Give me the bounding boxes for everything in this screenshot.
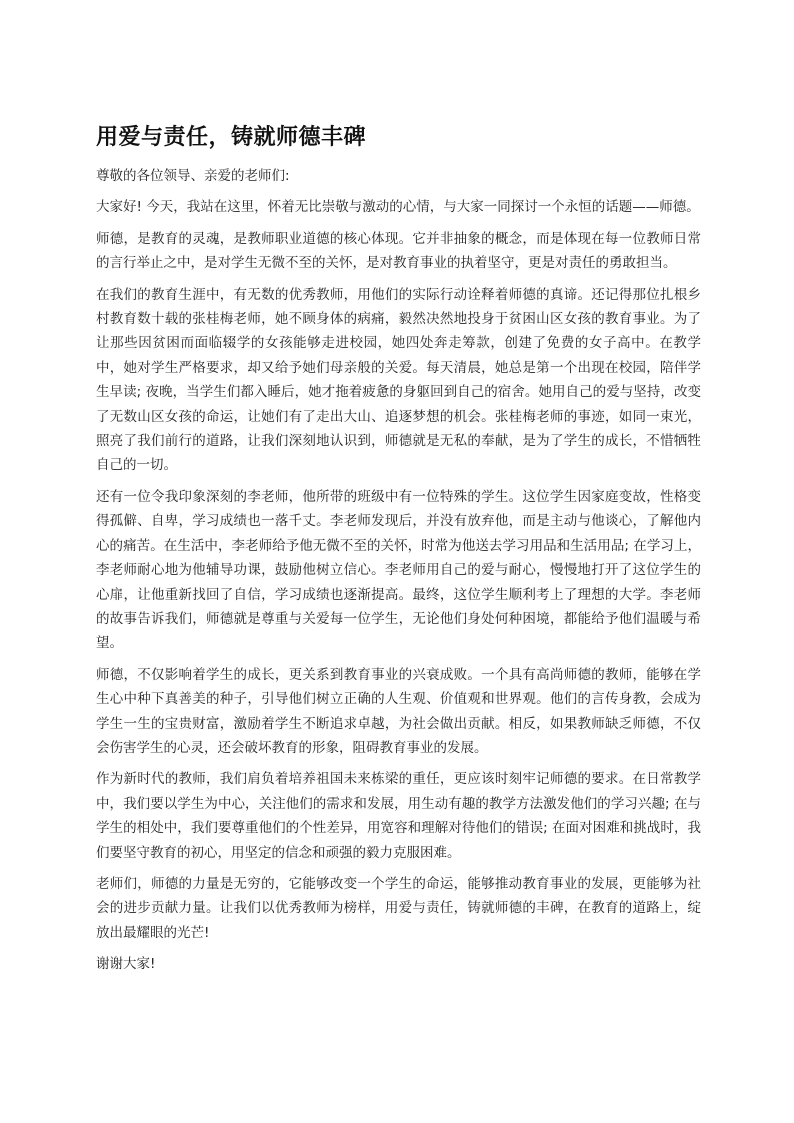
definition-paragraph: 师德，是教育的灵魂，是教师职业道德的核心体现。它并非抽象的概念，而是体现在每一位教师日常的言行举止之中，是对学生无微不至的关怀，是对教育事业的执着坚守，更是对责任的勇敢担当。	[96, 230, 701, 272]
intro-paragraph: 大家好! 今天，我站在这里，怀着无比崇敬与激动的心情，与大家一同探讨一个永恒的话题——师德。	[96, 199, 700, 216]
document-page	[96, 118, 701, 984]
example-li-paragraph: 还有一位令我印象深刻的李老师，他所带的班级中有一位特殊的学生。这位学生因家庭变故，性格变得孤僻、自卑，学习成绩也一落千丈。李老师发现后，并没有放弃他，而是主动与他谈心，了解他内心的痛苦。在生活中，李老师给予他无微不至的关怀，时常为他送去学习用品和生活用品; 在学习上，李老师耐心地为他辅导功课，鼓励他树立信心。李老师用自己的爱与耐心，慢慢地打开了这位学生的心扉，让他重新找回了自信，学习成绩也逐渐提高。最终，这位学生顺利考上了理想的大学。李老师的故事告诉我们，师德就是尊重与关爱每一位学生，无论他们身处何种困境，都能给予他们温暖与希望。	[96, 488, 701, 652]
importance-paragraph: 师德，不仅影响着学生的成长，更关系到教育事业的兴衰成败。一个具有高尚师德的教师，能够在学生心中种下真善美的种子，引导他们树立正确的人生观、价值观和世界观。他们的言传身教，会成为学生一生的宝贵财富，激励着学生不断追求卓越，为社会做出贡献。相反，如果教师缺乏师德，不仅会伤害学生的心灵，还会破坏教育的形象，阻碍教育事业的发展。	[96, 666, 701, 756]
greeting-paragraph: 尊敬的各位领导、亲爱的老师们:	[96, 168, 290, 184]
example-zhang-paragraph: 在我们的教育生涯中，有无数的优秀教师，用他们的实际行动诠释着师德的真谛。还记得那位扎根乡村教育数十载的张桂梅老师，她不顾身体的病痛，毅然决然地投身于贫困山区女孩的教育事业。为了让那些因贫困而面临辍学的女孩能够走进校园，她四处奔走筹款，创建了免费的女子高中。在教学中，她对学生严格要求，却又给予她们母亲般的关爱。每天清晨，她总是第一个出现在校园，陪伴学生早读; 夜晚，当学生们都入睡后，她才拖着疲惫的身躯回到自己的宿舍。她用自己的爱与坚持，改变了无数山区女孩的命运，让她们有了走出大山、追逐梦想的机会。张桂梅老师的事迹，如同一束光，照亮了我们前行的道路，让我们深刻地认识到，师德就是无私的奉献，是为了学生的成长，不惜牺牲自己的一切。	[96, 286, 701, 474]
thanks-paragraph: 谢谢大家!	[96, 956, 156, 973]
document-title: 用爱与责任，铸就师德丰碑	[96, 125, 367, 150]
duty-paragraph: 作为新时代的教师，我们肩负着培养祖国未来栋梁的重任，更应该时刻牢记师德的要求。在日常教学中，我们要以学生为中心，关注他们的需求和发展，用生动有趣的教学方法激发他们的学习兴趣; 在与学生的相处中，我们要尊重他们的个性差异，用宽容和理解对待他们的错误; 在面对困难和挑战时，我们要坚守教育的初心，用坚定的信念和顽强的毅力克服困难。	[96, 771, 701, 861]
conclusion-paragraph: 老师们，师德的力量是无穷的，它能够改变一个学生的命运，能够推动教育事业的发展，更能够为社会的进步贡献力量。让我们以优秀教师为榜样，用爱与责任，铸就师德的丰碑，在教育的道路上，绽放出最耀眼的光芒!	[96, 875, 701, 941]
